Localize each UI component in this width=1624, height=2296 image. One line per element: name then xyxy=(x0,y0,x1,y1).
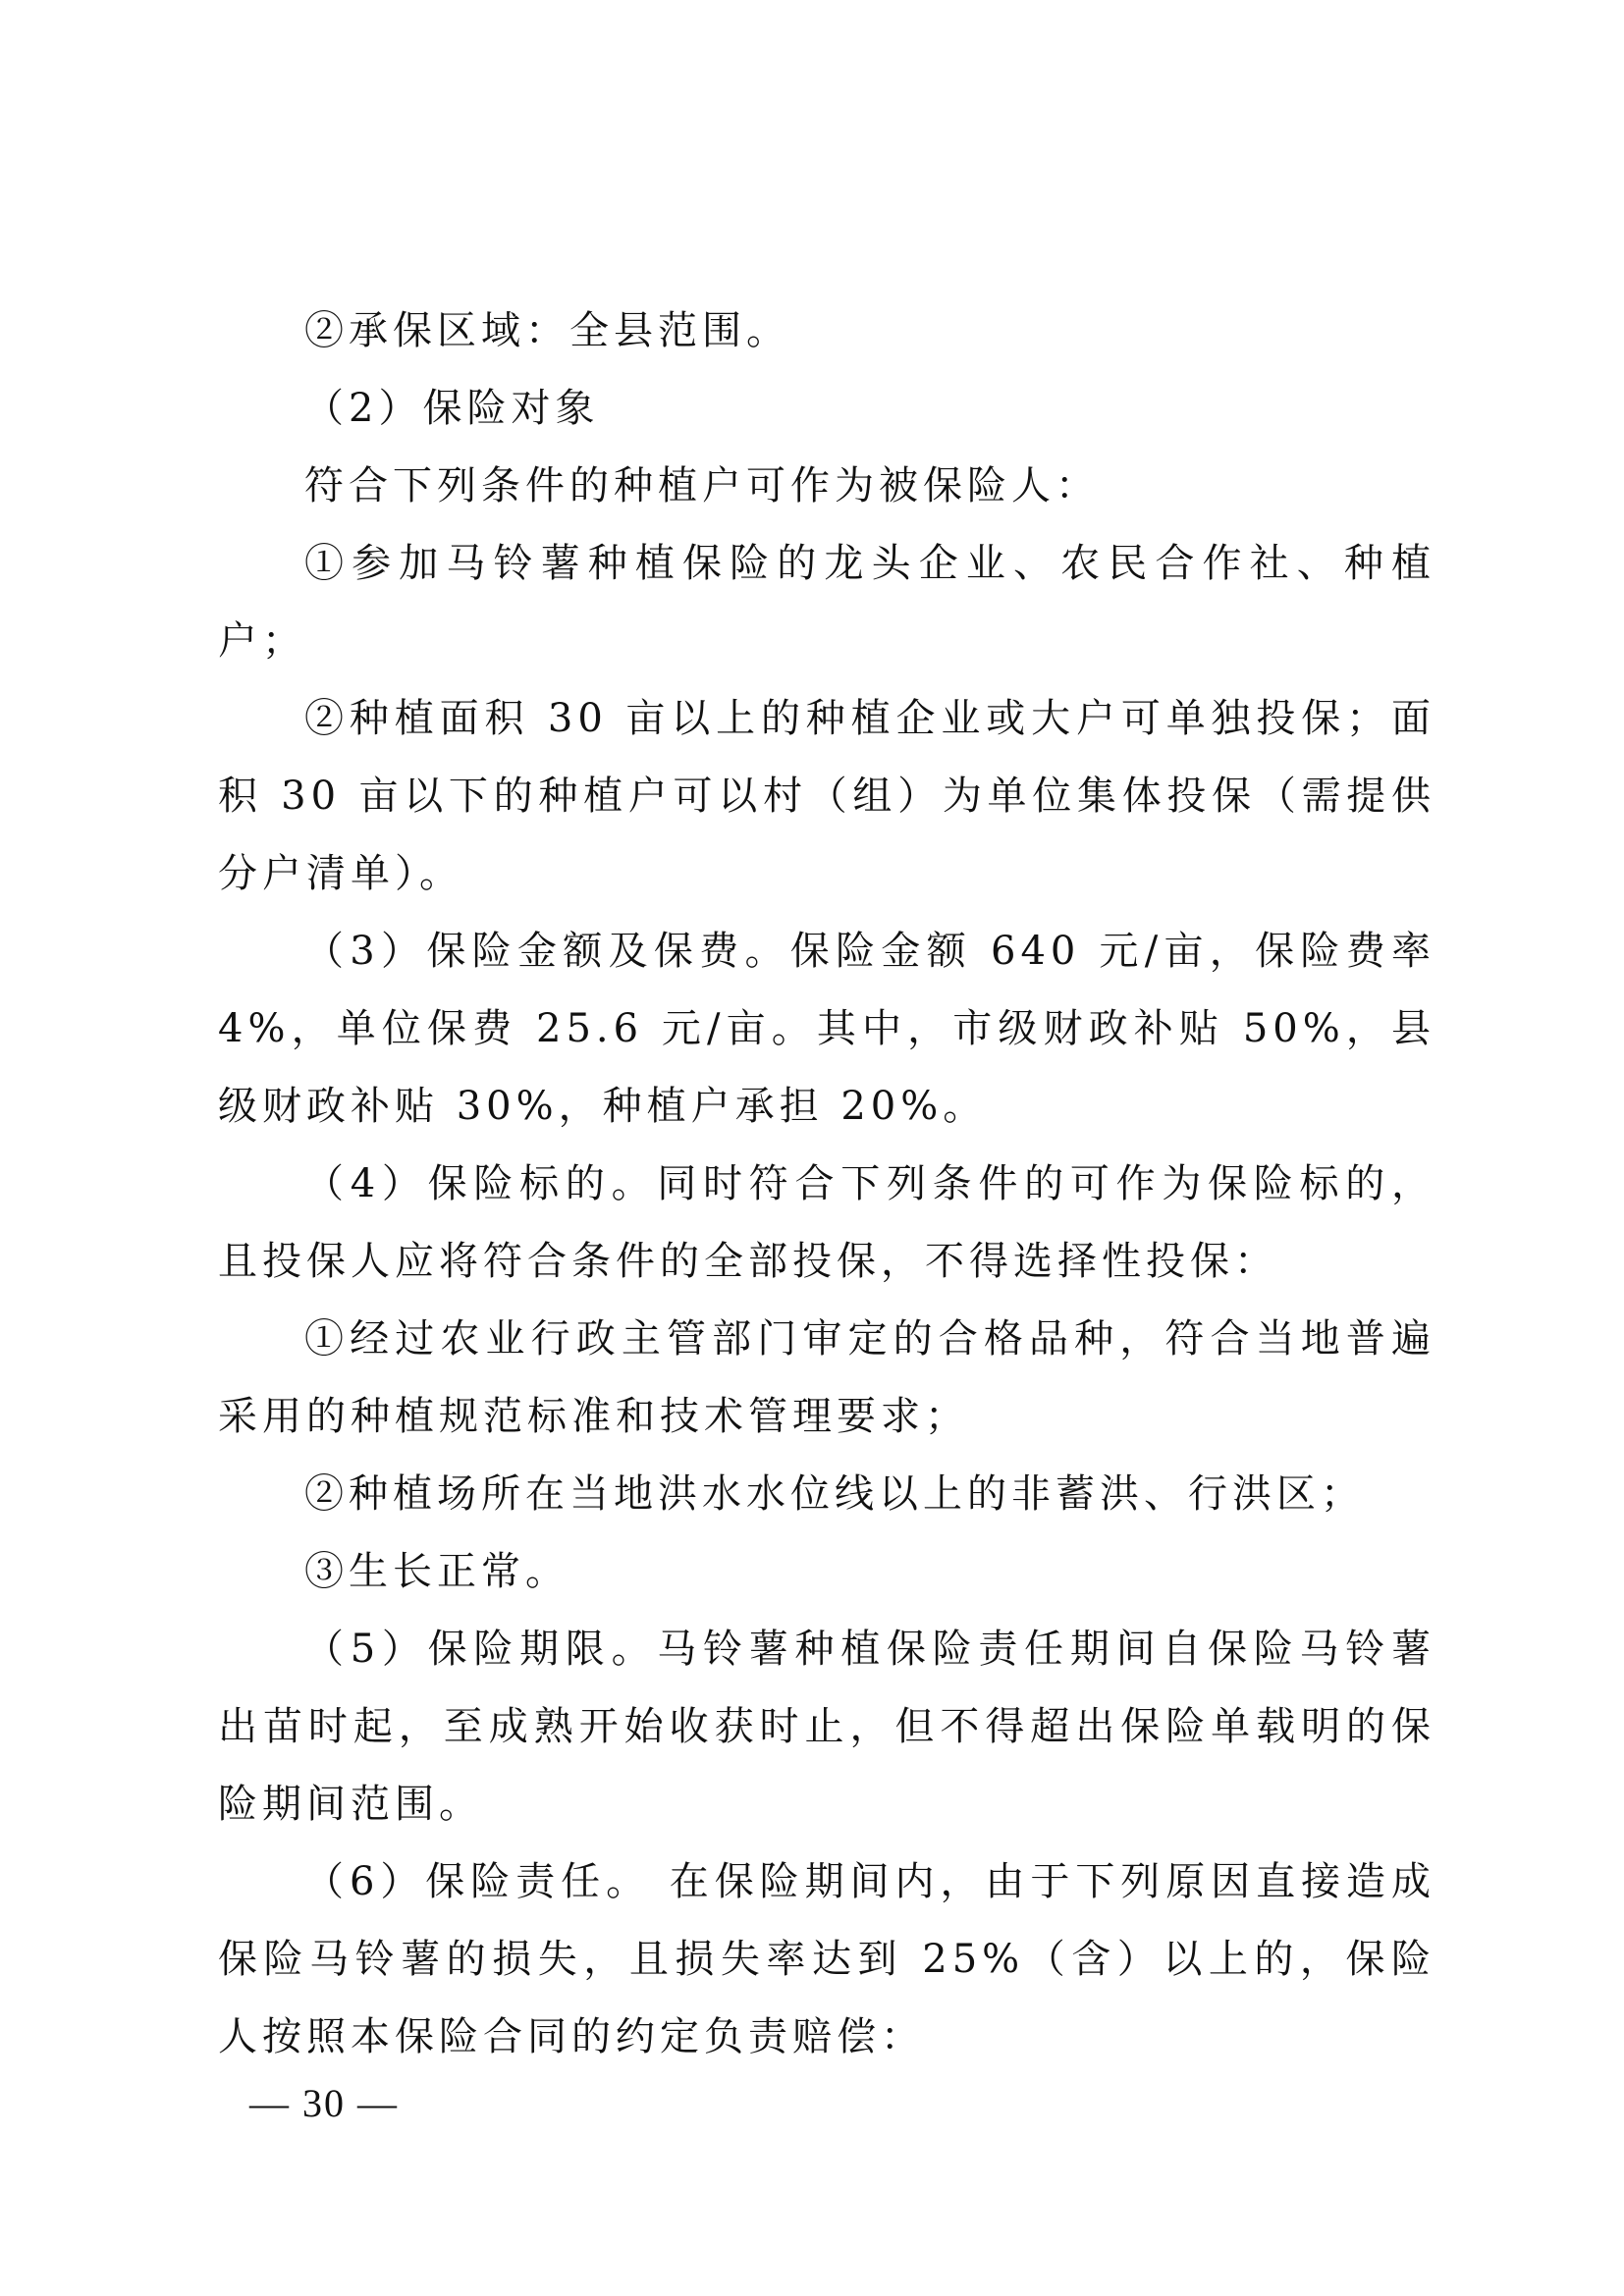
heading-insured-object: （2）保险对象 xyxy=(304,386,600,431)
document-body xyxy=(218,293,1435,2076)
paragraph-insurance-period: （5）保险期限。马铃薯种植保险责任期间自保险马铃薯出苗时起，至成熟开始收获时止，但不得超出保险单载明的保险期间范围。 xyxy=(218,1627,1435,1827)
paragraph-eligibility-2: ②种植面积 30 亩以上的种植企业或大户可单独投保；面积 30 亩以下的种植户可以村（组）为单位集体投保（需提供分户清单）。 xyxy=(218,696,1435,896)
paragraph-insurance-liability: （6）保险责任。 在保险期间内，由于下列原因直接造成保险马铃薯的损失，且损失率达到 25%（含）以上的，保险人按照本保险合同的约定负责赔偿： xyxy=(218,1859,1435,2059)
paragraph-insured-amount: （3）保险金额及保费。保险金额 640 元/亩，保险费率 4%，单位保费 25.6 元/亩。其中，市级财政补贴 50%，县级财政补贴 30%，种植户承担 20%。 xyxy=(218,929,1435,1129)
paragraph-coverage-area: ②承保区域：全县范围。 xyxy=(304,308,790,353)
paragraph-eligibility-intro: 符合下列条件的种植户可作为被保险人： xyxy=(304,463,1100,508)
paragraph-insured-subject: （4）保险标的。同时符合下列条件的可作为保险标的，且投保人应将符合条件的全部投保，不得选择性投保： xyxy=(218,1161,1435,1284)
paragraph-subject-condition-3: ③生长正常。 xyxy=(304,1549,569,1594)
paragraph-subject-condition-2: ②种植场所在当地洪水水位线以上的非蓄洪、行洪区； xyxy=(304,1471,1365,1517)
page-number: — 30 — xyxy=(249,2081,399,2125)
paragraph-eligibility-1: ①参加马铃薯种植保险的龙头企业、农民合作社、种植户； xyxy=(218,541,1435,664)
paragraph-subject-condition-1: ①经过农业行政主管部门审定的合格品种，符合当地普遍采用的种植规范标准和技术管理要求； xyxy=(218,1316,1435,1439)
